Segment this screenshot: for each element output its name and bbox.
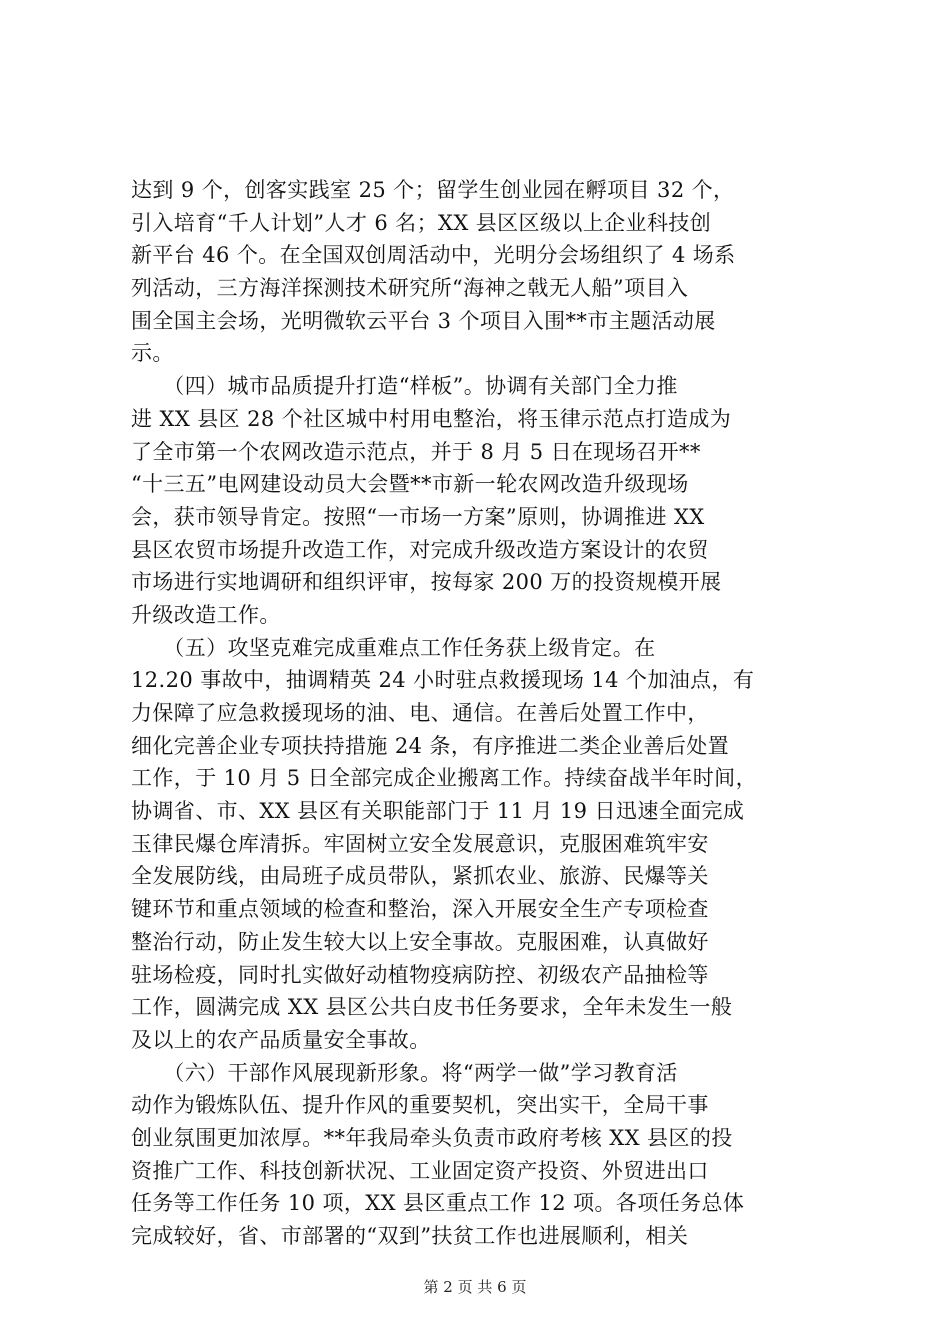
text-line: 动作为锻炼队伍、提升作风的重要契机，突出实干，全局干事 xyxy=(131,1093,709,1118)
text-line: 示。 xyxy=(131,341,174,366)
text-line: 会，获市领导肯定。按照“一市场一方案”原则，协调推进 XX xyxy=(131,504,705,529)
text-line: 整治行动，防止发生较大以上安全事故。克服困难，认真做好 xyxy=(131,929,709,954)
text-line: 新平台 46 个。在全国双创周活动中，光明分会场组织了 4 场系 xyxy=(131,243,736,268)
page-number-label: 第 2 页 共 6 页 xyxy=(423,1278,527,1296)
text-line: 工作，圆满完成 XX 县区公共白皮书任务要求，全年未发生一般 xyxy=(131,995,733,1020)
text-line: 工作，于 10 月 5 日全部完成企业搬离工作。持续奋战半年时间， xyxy=(131,766,757,791)
text-line: （六）干部作风展现新形象。将“两学一做”学习教育活 xyxy=(131,1060,678,1085)
text-line: 力保障了应急救援现场的油、电、通信。在善后处置工作中， xyxy=(131,701,709,725)
text-line: 12.20 事故中，抽调精英 24 小时驻点救援现场 14 个加油点，有 xyxy=(131,668,755,693)
text-line: 市场进行实地调研和组织评审，按每家 200 万的投资规模开展 xyxy=(131,570,722,595)
text-line: 细化完善企业专项扶持措施 24 条，有序推进二类企业善后处置 xyxy=(131,733,730,758)
text-line: 县区农贸市场提升改造工作，对完成升级改造方案设计的农贸 xyxy=(131,537,709,562)
text-line: 及以上的农产品质量安全事故。 xyxy=(131,1027,431,1052)
text-line: 玉律民爆仓库清拆。牢固树立安全发展意识，克服困难筑牢安 xyxy=(131,831,709,856)
text-line: 升级改造工作。 xyxy=(131,602,281,627)
text-line: 围全国主会场，光明微软云平台 3 个项目入围**市主题活动展 xyxy=(131,308,716,333)
text-line: 了全市第一个农网改造示范点，并于 8 月 5 日在现场召开** xyxy=(131,439,701,464)
page-footer xyxy=(0,1276,950,1297)
text-line: 进 XX 县区 28 个社区城中村用电整治，将玉律示范点打造成为 xyxy=(131,406,732,431)
text-line: 创业氛围更加浓厚。**年我局牵头负责市政府考核 XX 县区的投 xyxy=(131,1125,733,1150)
text-line: 完成较好，省、市部署的“双到”扶贫工作也进展顺利，相关 xyxy=(131,1224,689,1248)
text-line: （五）攻坚克难完成重难点工作任务获上级肯定。在 xyxy=(131,635,656,660)
text-line: “十三五”电网建设动员大会暨**市新一轮农网改造升级现场 xyxy=(131,472,689,497)
text-line: （四）城市品质提升打造“样板”。协调有关部门全力推 xyxy=(131,374,678,399)
text-line: 键环节和重点领域的检查和整治，深入开展安全生产专项检查 xyxy=(131,897,709,922)
text-line: 驻场检疫，同时扎实做好动植物疫病防控、初级农产品抽检等 xyxy=(131,962,709,987)
text-line: 协调省、市、XX 县区有关职能部门于 11 月 19 日迅速全面完成 xyxy=(131,799,745,824)
text-line: 引入培育“千人计划”人才 6 名；XX 县区区级以上企业科技创 xyxy=(131,210,712,235)
text-line: 列活动，三方海洋探测技术研究所“海神之戟无人船”项目入 xyxy=(131,276,689,301)
text-line: 达到 9 个，创客实践室 25 个；留学生创业园在孵项目 32 个， xyxy=(131,178,735,202)
text-line: 任务等工作任务 10 项，XX 县区重点工作 12 项。各项任务总体 xyxy=(131,1191,745,1216)
text-line: 全发展防线，由局班子成员带队，紧抓农业、旅游、民爆等关 xyxy=(131,864,709,889)
text-line: 资推广工作、科技创新状况、工业固定资产投资、外贸进出口 xyxy=(131,1158,709,1183)
body-text xyxy=(131,174,831,1253)
